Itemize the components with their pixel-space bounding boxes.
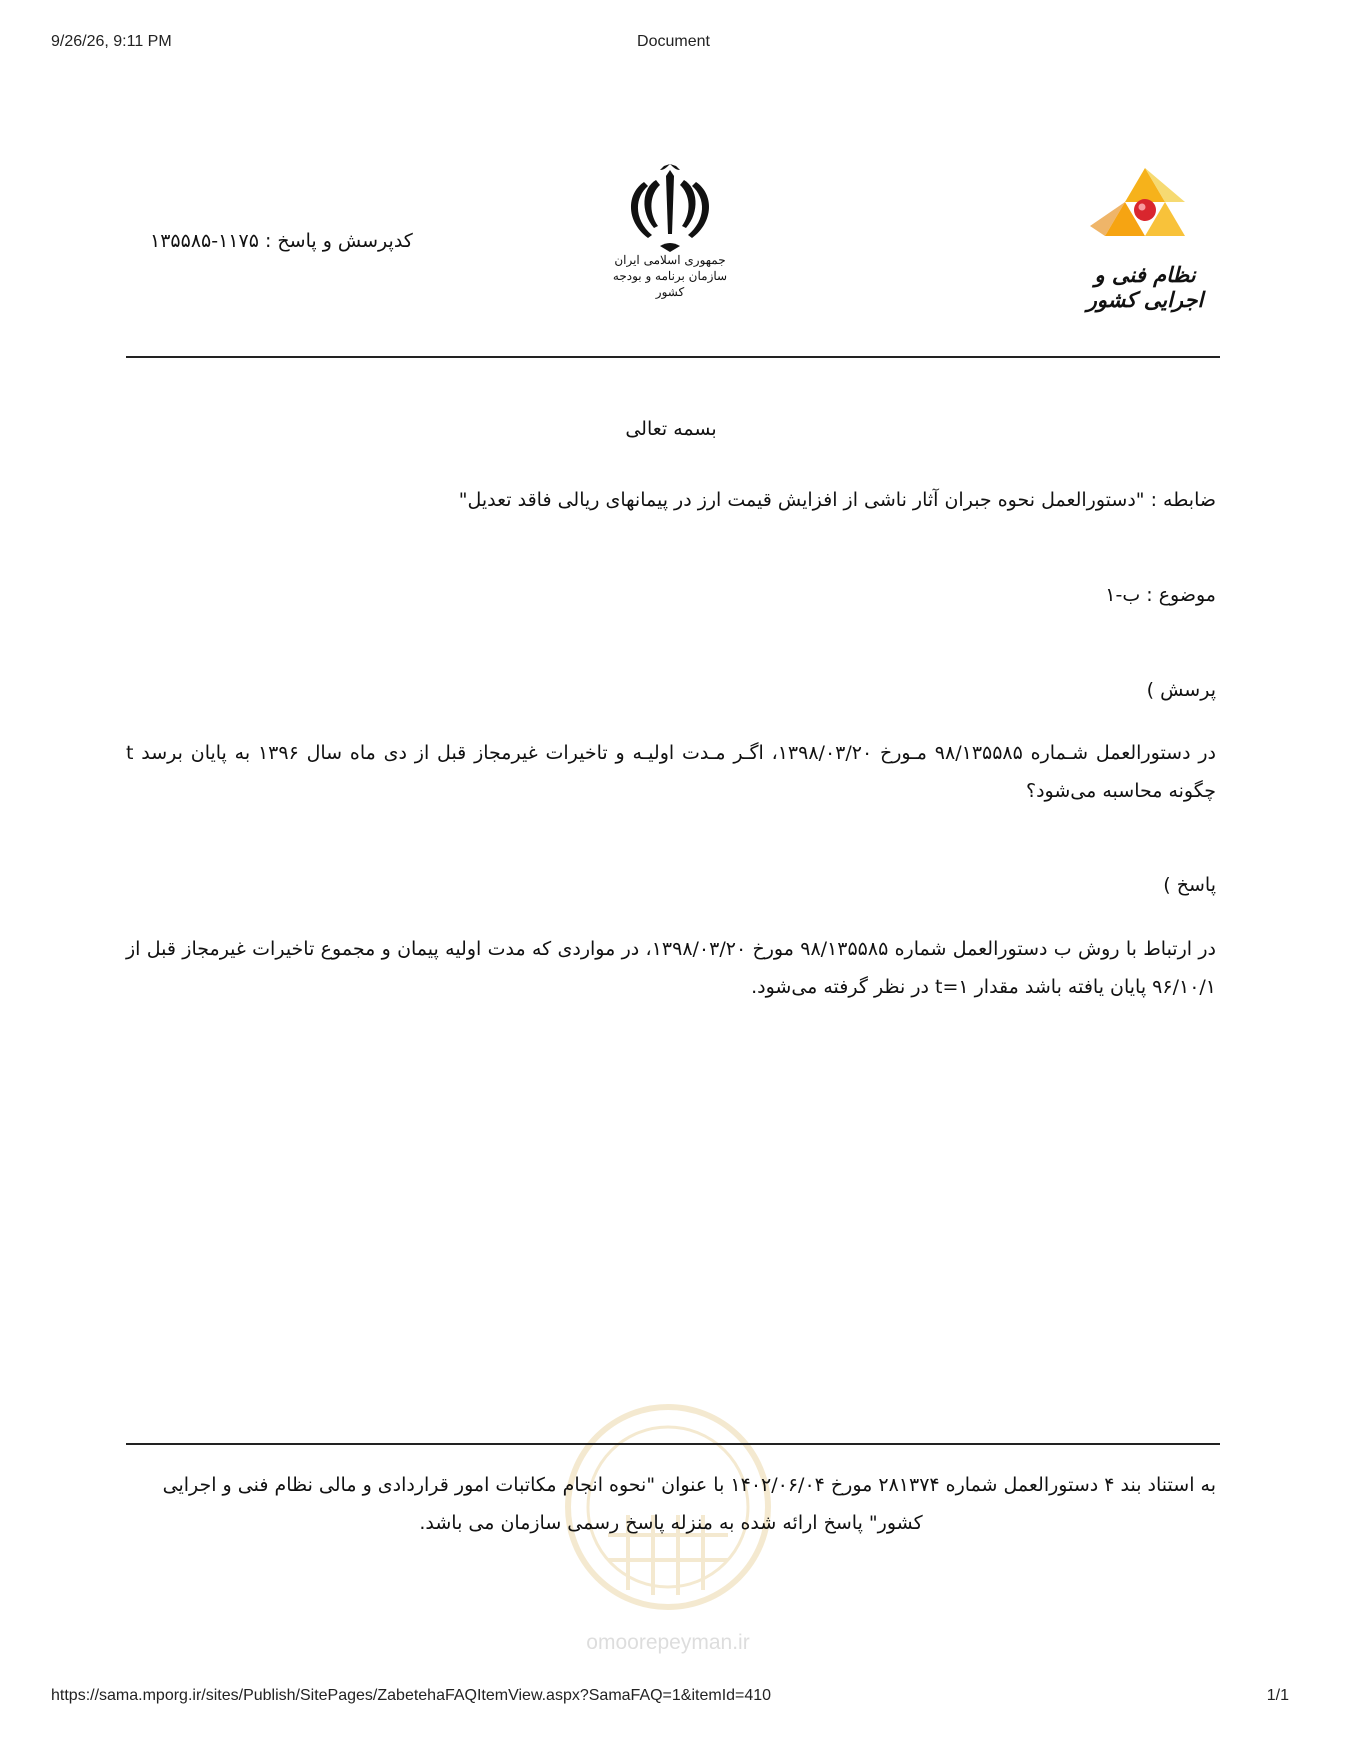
page-number: 1/1 [1266,1687,1289,1704]
emblem [610,160,730,320]
footer-note [126,1466,1216,1542]
subject: موضوع : ب-۱ [1105,584,1216,606]
print-title: Document [637,33,710,50]
print-datetime: 9/26/26, 9:11 PM [51,33,172,50]
header-divider [126,356,1220,358]
footer-note-line2: کشور" پاسخ ارائه شده به منزله پاسخ رسمی سازمان می باشد. [419,1512,923,1534]
answer-text: در ارتباط با روش ب دستورالعمل شماره ۹۸/۱۳۵۵۸۵ مورخ ۱۳۹۸/۰۳/۲۰، در مواردی که مدت اولیه پیمان و مجموع تاخیرات غیرمجاز قبل از ۹۶/۱۰/۱ پایان یافته باشد مقدار t=۱ در نظر گرفته می‌شود. [126,938,1217,998]
answer-heading: پاسخ ) [1163,874,1216,896]
org-logo [1070,164,1220,314]
footer-divider [126,1443,1220,1445]
letterhead [126,150,1220,330]
question-code: کدپرسش و پاسخ : ۱۱۷۵-۱۳۵۵۸۵ [150,230,413,252]
emblem-caption-line2: سازمان برنامه و بودجه کشور [612,269,728,300]
question-text: در دستورالعمل شـماره ۹۸/۱۳۵۵۸۵ مـورخ ۱۳۹۸/۰۳/۲۰، اگـر مـدت اولیـه و تاخیرات غیرمجاز قبل از دی ماه سال ۱۳۹۶ به پایان برسد t چگونه محاسبه می‌شود؟ [126,742,1217,802]
iran-emblem-icon [610,160,730,255]
emblem-caption-line1: جمهوری اسلامی ایران [614,253,726,267]
emblem-caption [610,252,730,301]
watermark-site: omoorepeyman.ir [586,1631,750,1654]
footer-note-line1: به استناد بند ۴ دستورالعمل شماره ۲۸۱۳۷۴ مورخ ۱۴۰۲/۰۶/۰۴ با عنوان "نحوه انجام مکاتبات امور قراردادی و مالی نظام فنی و اجرایی [162,1474,1216,1496]
rule-title: ضابطه : "دستورالعمل نحوه جبران آثار ناشی از افزایش قیمت ارز در پیمانهای ریالی فاقد تعدیل" [458,489,1216,511]
question-heading: پرسش ) [1146,679,1216,701]
org-caption: نظام فنی و اجرایی کشور [1086,262,1204,312]
org-logo-icon [1070,164,1220,254]
basmala: بسمه تعالی [625,418,717,440]
print-url: https://sama.mporg.ir/sites/Publish/SitePages/ZabetehaFAQItemView.aspx?SamaFAQ=1&itemId=410 [51,1687,772,1704]
